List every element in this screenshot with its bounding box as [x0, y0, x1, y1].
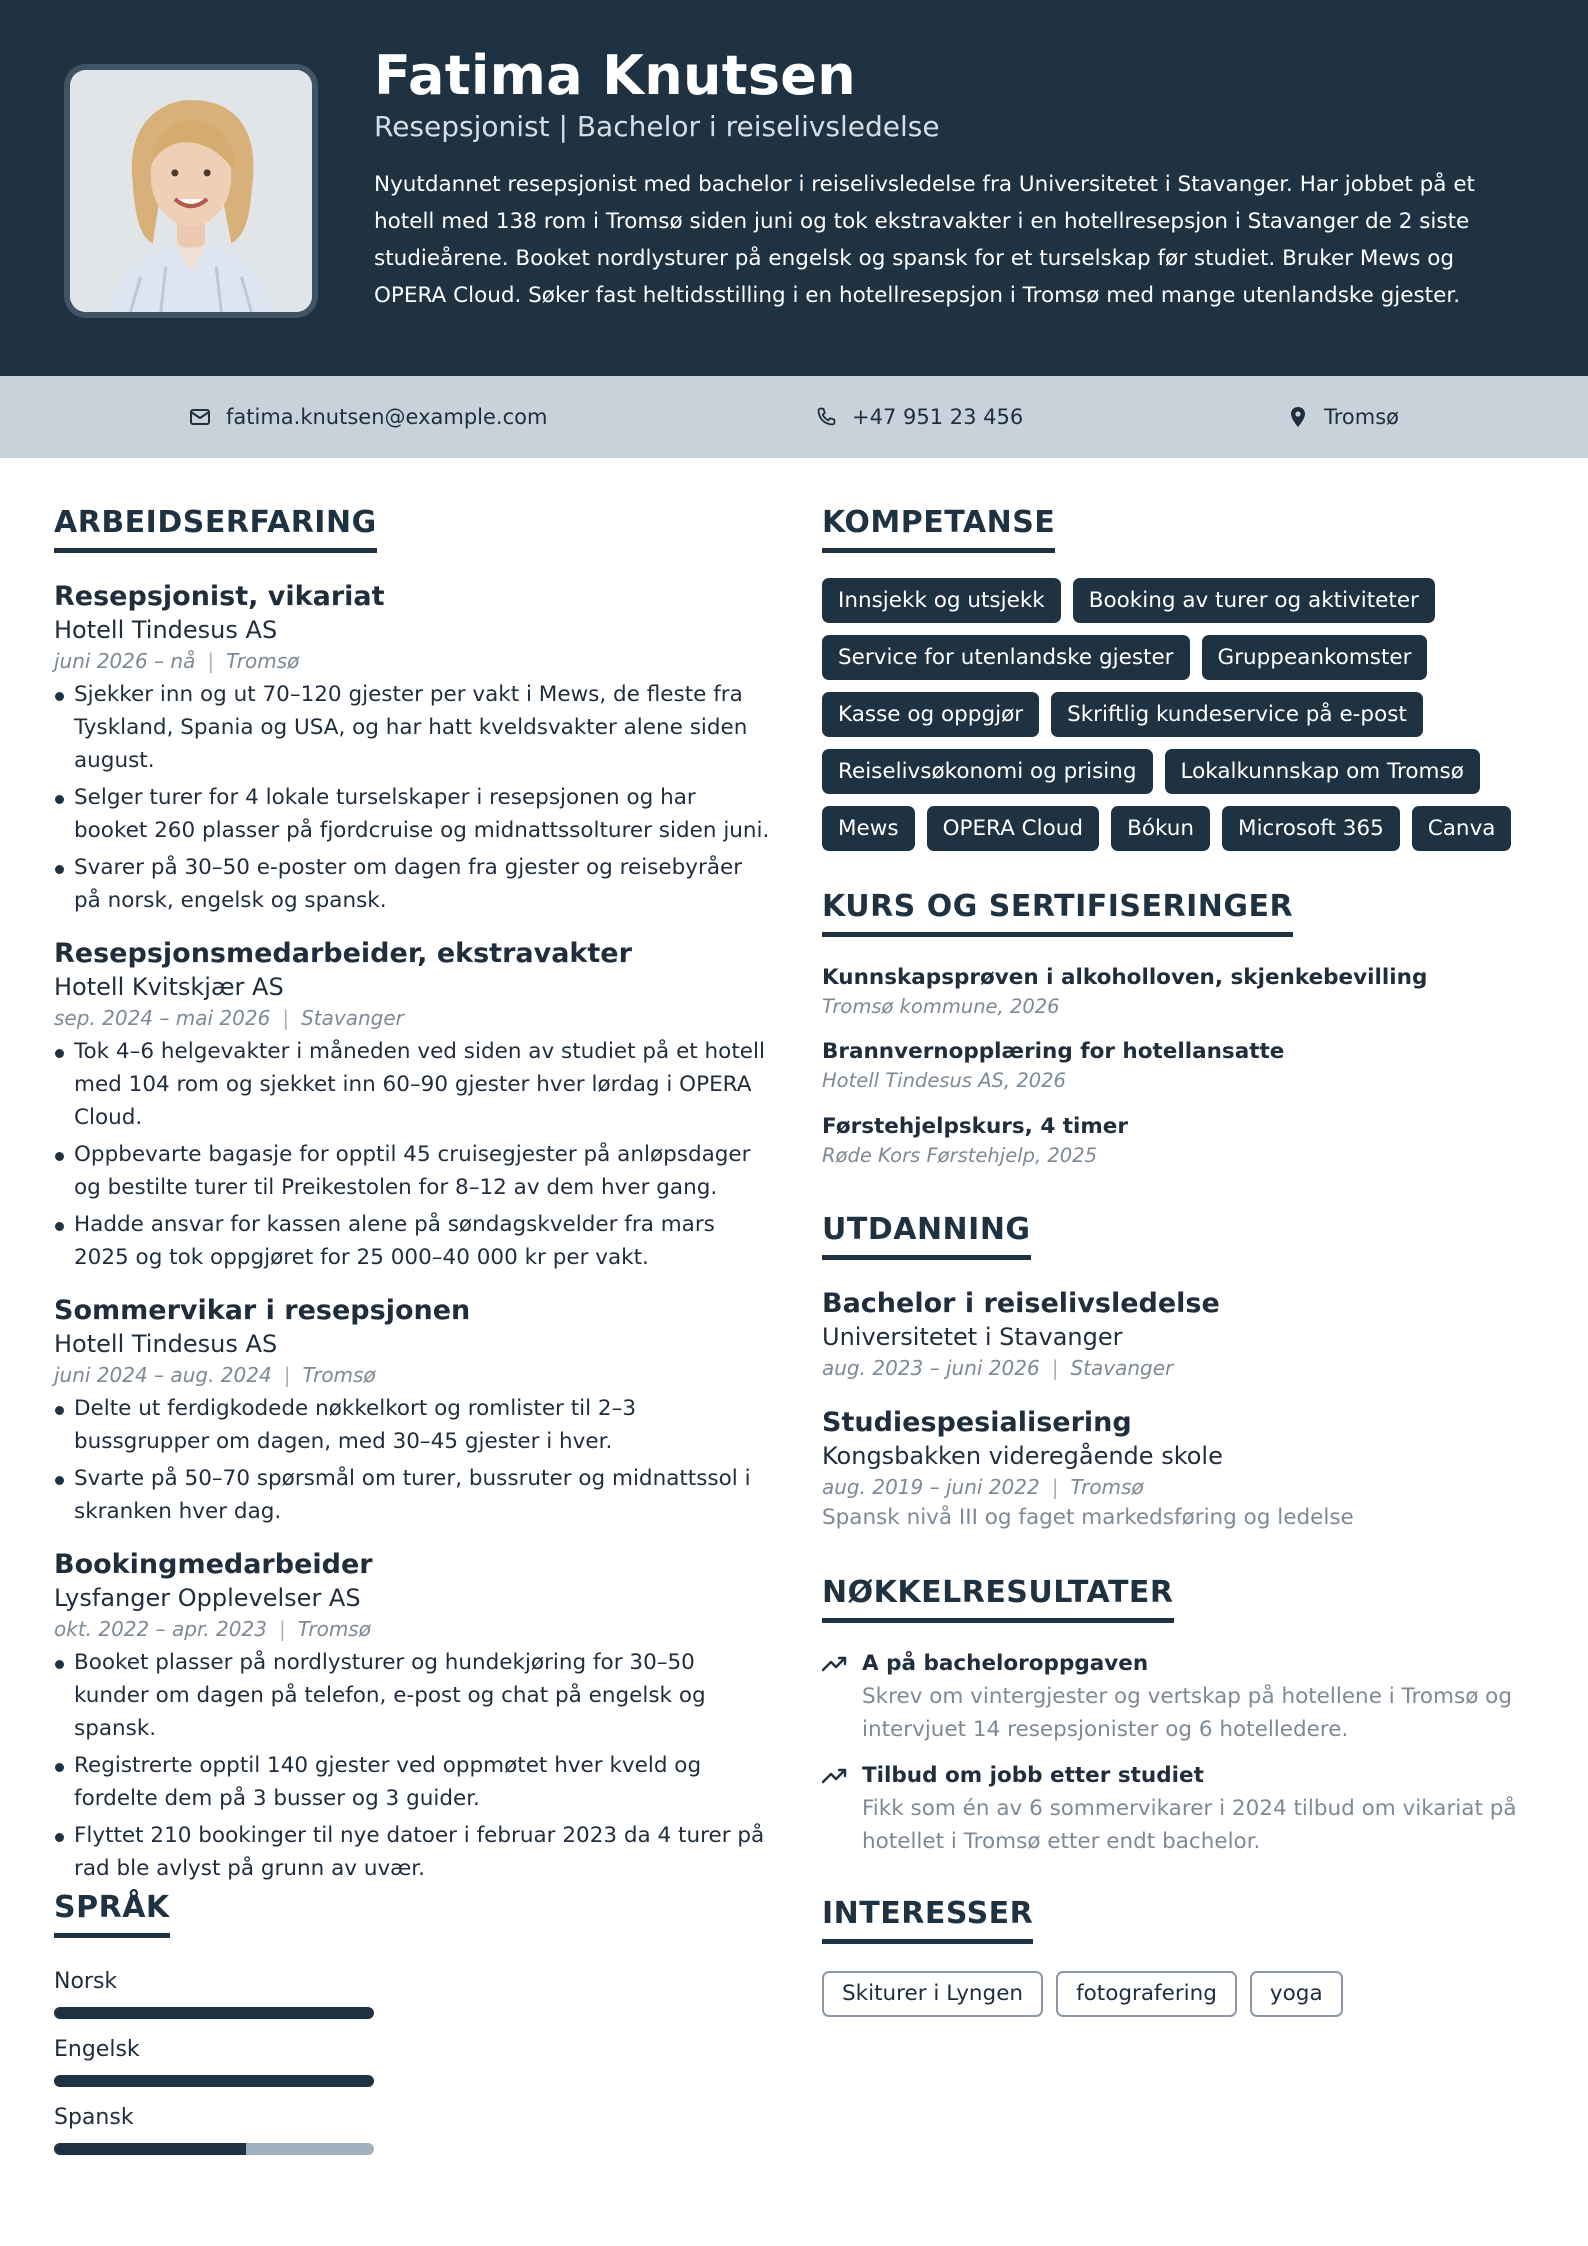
- candidate-headline: Resepsjonist | Bachelor i reiselivsledelse: [374, 110, 940, 143]
- job-bullet: Flyttet 210 bookinger til nye datoer i februar 2023 da 4 turer på rad ble avlyst på grunn av uvær.: [54, 1819, 774, 1885]
- language-level-bar: [54, 2007, 374, 2019]
- result-item: [822, 1648, 1522, 1746]
- education-location: Stavanger: [1070, 1356, 1174, 1380]
- job-entry: [54, 1548, 774, 1889]
- section-title-languages: SPRÅK: [54, 1890, 170, 1938]
- job-bullet: Svarer på 30–50 e-poster om dagen fra gjester og reisebyråer på norsk, engelsk og spansk.: [54, 851, 774, 917]
- job-bullet: Booket plasser på nordlysturer og hundekjøring for 30–50 kunder om dagen på telefon, e-post og chat på engelsk og spansk.: [54, 1646, 774, 1745]
- language-item: [54, 2103, 374, 2155]
- tool-chip: Canva: [1412, 806, 1512, 851]
- education-school: Universitetet i Stavanger: [822, 1323, 1123, 1351]
- course-issuer: Hotell Tindesus AS, 2026: [822, 1069, 1066, 1092]
- course-issuer: Tromsø kommune, 2026: [822, 995, 1060, 1018]
- job-bullets: [54, 1035, 774, 1274]
- job-location: Tromsø: [226, 649, 300, 673]
- job-location: Tromsø: [297, 1617, 371, 1641]
- section-title-results: NØKKELRESULTATER: [822, 1575, 1174, 1623]
- skill-chip: Booking av turer og aktiviteter: [1073, 578, 1435, 623]
- location-pin-icon: [1286, 405, 1310, 429]
- contact-location: [1286, 376, 1399, 458]
- result-title: Tilbud om jobb etter studiet: [862, 1763, 1204, 1788]
- result-title: A på bacheloroppgaven: [862, 1651, 1149, 1676]
- header: [0, 0, 1588, 376]
- job-entry: [54, 580, 774, 921]
- section-title-education: UTDANNING: [822, 1212, 1031, 1260]
- language-name: Engelsk: [54, 2037, 140, 2062]
- result-item: [822, 1760, 1522, 1858]
- email-text: fatima.knutsen@example.com: [226, 405, 548, 429]
- result-description: Skrev om vintergjester og vertskap på hotellene i Tromsø og intervjuet 14 resepsjonister og 6 hotelledere.: [862, 1684, 1512, 1742]
- job-bullet: Selger turer for 4 lokale turselskaper i resepsjonen og har booket 260 plasser på fjordcruise og midnattssolturer siden juni.: [54, 781, 774, 847]
- job-title: Resepsjonsmedarbeider, ekstravakter: [54, 938, 632, 969]
- job-location: Tromsø: [302, 1363, 376, 1387]
- job-meta: okt. 2022 – apr. 2023 | Tromsø: [54, 1617, 371, 1641]
- language-level-bar: [54, 2075, 374, 2087]
- job-bullet: Registrerte opptil 140 gjester ved oppmøtet hver kveld og fordelte dem på 3 busser og 3 guider.: [54, 1749, 774, 1815]
- course-title: Kunnskapsprøven i alkoholloven, skjenkebevilling: [822, 965, 1428, 990]
- job-meta: juni 2024 – aug. 2024 | Tromsø: [54, 1363, 376, 1387]
- interest-tag: yoga: [1250, 1971, 1343, 2017]
- education-note: Spansk nivå III og faget markedsføring og ledelse: [822, 1505, 1354, 1530]
- course-item: [822, 1037, 1522, 1095]
- course-item: [822, 963, 1522, 1021]
- language-level-bar: [54, 2143, 374, 2155]
- job-meta: juni 2026 – nå | Tromsø: [54, 649, 300, 673]
- skill-chip: Service for utenlandske gjester: [822, 635, 1190, 680]
- profile-photo-illustration: [70, 70, 312, 312]
- trending-up-icon: [822, 1654, 848, 1674]
- job-meta: sep. 2024 – mai 2026 | Stavanger: [54, 1006, 404, 1030]
- tool-chip: Microsoft 365: [1222, 806, 1400, 851]
- education-item: [822, 1287, 1522, 1383]
- contact-phone[interactable]: [814, 376, 1023, 458]
- skill-chip: Kasse og oppgjør: [822, 692, 1039, 737]
- language-name: Spansk: [54, 2105, 134, 2130]
- tool-chip: Bókun: [1111, 806, 1210, 851]
- job-bullets: [54, 1646, 774, 1885]
- course-item: [822, 1112, 1522, 1170]
- job-title: Sommervikar i resepsjonen: [54, 1295, 471, 1326]
- interest-tag: fotografering: [1056, 1971, 1237, 2017]
- language-item: [54, 1967, 374, 2019]
- job-entry: [54, 937, 774, 1278]
- course-title: Førstehjelpskurs, 4 timer: [822, 1114, 1128, 1139]
- section-title-interests: INTERESSER: [822, 1896, 1033, 1944]
- phone-icon: [814, 405, 838, 429]
- language-item: [54, 2035, 374, 2087]
- job-company: Hotell Tindesus AS: [54, 1330, 278, 1358]
- skill-chip: Reiselivsøkonomi og prising: [822, 749, 1153, 794]
- skills-list: [822, 578, 1522, 863]
- job-bullet: Oppbevarte bagasje for opptil 45 cruisegjester på anløpsdager og bestilte turer til Preikestolen for 8–12 av dem hver gang.: [54, 1138, 774, 1204]
- language-name: Norsk: [54, 1969, 118, 1994]
- candidate-name: Fatima Knutsen: [374, 44, 856, 107]
- language-level-fill: [54, 2075, 374, 2087]
- interest-tag: Skiturer i Lyngen: [822, 1971, 1043, 2017]
- skill-chip: Gruppeankomster: [1202, 635, 1428, 680]
- interests-list: [822, 1971, 1343, 2017]
- job-bullet: Sjekker inn og ut 70–120 gjester per vakt i Mews, de fleste fra Tyskland, Spania og USA, og har hatt kveldsvakter alene siden august.: [54, 678, 774, 777]
- profile-photo-frame: [64, 64, 318, 318]
- job-bullet: Hadde ansvar for kassen alene på søndagskvelder fra mars 2025 og tok oppgjøret for 25 000–40 000 kr per vakt.: [54, 1208, 774, 1274]
- section-title-experience: ARBEIDSERFARING: [54, 505, 377, 553]
- contact-bar: [0, 376, 1588, 458]
- tool-chip: Mews: [822, 806, 915, 851]
- job-location: Stavanger: [301, 1006, 404, 1030]
- course-issuer: Røde Kors Førstehjelp, 2025: [822, 1144, 1098, 1167]
- profile-summary: Nyutdannet resepsjonist med bachelor i reiselivsledelse fra Universitetet i Stavanger. Har jobbet på et hotell med 138 rom i Tromsø siden juni og tok ekstravakter i en hotellresepsjon i Stavanger de 2 siste studieårene. Booket nordlysturer på engelsk og spansk for et turselskap før studiet. Bruker Mews og OPERA Cloud. Søker fast heltidsstilling i en hotellresepsjon i Tromsø med mange utenlandske gjester.: [374, 172, 1475, 308]
- job-company: Hotell Tindesus AS: [54, 616, 278, 644]
- tool-chip: OPERA Cloud: [927, 806, 1100, 851]
- education-item: [822, 1406, 1522, 1534]
- job-period: juni 2026 – nå: [54, 649, 196, 673]
- education-meta: aug. 2023 – juni 2026 | Stavanger: [822, 1356, 1174, 1380]
- mail-icon: [188, 405, 212, 429]
- job-company: Lysfanger Opplevelser AS: [54, 1584, 361, 1612]
- job-period: sep. 2024 – mai 2026: [54, 1006, 271, 1030]
- section-title-skills: KOMPETANSE: [822, 505, 1055, 553]
- education-degree: Bachelor i reiselivsledelse: [822, 1288, 1220, 1319]
- education-degree: Studiespesialisering: [822, 1407, 1132, 1438]
- course-title: Brannvernopplæring for hotellansatte: [822, 1039, 1285, 1064]
- job-bullet: Svarte på 50–70 spørsmål om turer, bussruter og midnattssol i skranken hver dag.: [54, 1462, 774, 1528]
- education-location: Tromsø: [1070, 1475, 1144, 1499]
- contact-email[interactable]: [188, 376, 547, 458]
- job-bullets: [54, 1392, 774, 1528]
- education-school: Kongsbakken videregående skole: [822, 1442, 1223, 1470]
- skill-chip: Lokalkunnskap om Tromsø: [1165, 749, 1480, 794]
- job-bullet: Delte ut ferdigkodede nøkkelkort og romlister til 2–3 bussgrupper om dagen, med 30–45 gjester i hver.: [54, 1392, 774, 1458]
- skill-chip: Innsjekk og utsjekk: [822, 578, 1061, 623]
- trending-up-icon: [822, 1766, 848, 1786]
- education-meta: aug. 2019 – juni 2022 | Tromsø: [822, 1475, 1144, 1499]
- job-bullet: Tok 4–6 helgevakter i måneden ved siden av studiet på et hotell med 104 rom og sjekket inn 60–90 gjester hver lørdag i OPERA Cloud.: [54, 1035, 774, 1134]
- skill-chip: Skriftlig kundeservice på e-post: [1051, 692, 1423, 737]
- job-entry: [54, 1294, 774, 1532]
- phone-text: +47 951 23 456: [852, 405, 1024, 429]
- job-period: juni 2024 – aug. 2024: [54, 1363, 272, 1387]
- job-title: Resepsjonist, vikariat: [54, 581, 385, 612]
- language-level-fill: [54, 2007, 374, 2019]
- job-period: okt. 2022 – apr. 2023: [54, 1617, 267, 1641]
- education-period: aug. 2023 – juni 2026: [822, 1356, 1040, 1380]
- result-description: Fikk som én av 6 sommervikarer i 2024 tilbud om vikariat på hotellet i Tromsø etter endt bachelor.: [862, 1796, 1517, 1854]
- location-text: Tromsø: [1324, 405, 1400, 429]
- job-company: Hotell Kvitskjær AS: [54, 973, 284, 1001]
- profile-photo: [70, 70, 312, 312]
- education-period: aug. 2019 – juni 2022: [822, 1475, 1040, 1499]
- job-title: Bookingmedarbeider: [54, 1549, 373, 1580]
- section-title-courses: KURS OG SERTIFISERINGER: [822, 889, 1293, 937]
- job-bullets: [54, 678, 774, 917]
- language-level-fill: [54, 2143, 246, 2155]
